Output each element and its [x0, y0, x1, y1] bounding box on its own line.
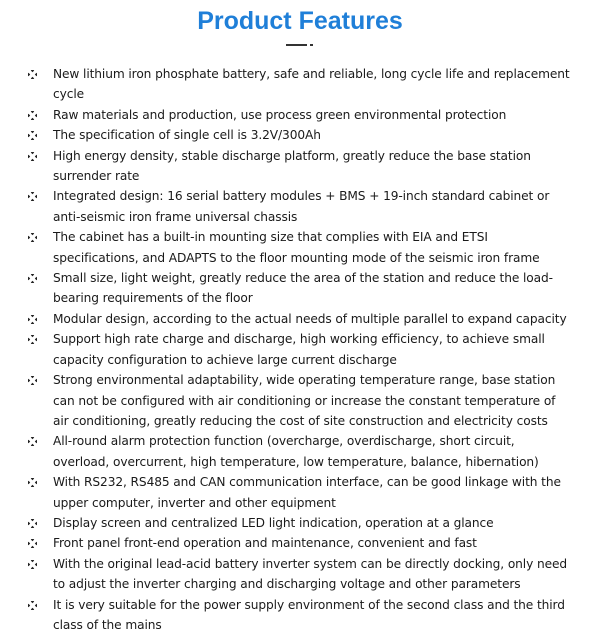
feature-item: [0, 125, 600, 145]
diamond-bullet-icon: [28, 274, 37, 283]
feature-text: With the original lead-acid battery inverter system can be directly docking, only need to adjust the inverter charging and discharging voltage and other parameters: [53, 556, 568, 592]
diamond-bullet-icon: [28, 601, 37, 610]
feature-text: Raw materials and production, use process green environmental protection: [53, 107, 507, 122]
feature-item: [0, 186, 600, 227]
feature-text: Support high rate charge and discharge, high working efficiency, to achieve small capacity configuration to achieve large current discharge: [53, 332, 545, 367]
feature-text: All-round alarm protection function (overcharge, overdischarge, short circuit, overload, overcurrent, high temperature, low temperature, balance, hibernation): [53, 434, 539, 469]
feature-item: [0, 513, 600, 533]
feature-item: [0, 309, 600, 329]
feature-item: [0, 431, 600, 472]
diamond-bullet-icon: [28, 335, 37, 344]
feature-text: Integrated design: 16 serial battery modules + BMS + 19-inch standard cabinet or anti-seismic iron frame universal chassis: [53, 189, 550, 224]
feature-text: Front panel front-end operation and maintenance, convenient and fast: [53, 536, 477, 551]
feature-item: [0, 64, 600, 105]
feature-text: It is very suitable for the power supply environment of the second class and the third class of the mains: [53, 597, 565, 632]
title-underline: [286, 44, 307, 46]
diamond-bullet-icon: [28, 437, 37, 446]
feature-text: New lithium iron phosphate battery, safe and reliable, long cycle life and replacement cycle: [53, 67, 570, 102]
feature-item: [0, 533, 600, 553]
diamond-bullet-icon: [28, 478, 37, 487]
feature-text: The specification of single cell is 3.2V/300Ah: [53, 128, 321, 143]
feature-item: [0, 554, 600, 595]
diamond-bullet-icon: [28, 131, 37, 140]
feature-text: Small size, light weight, greatly reduce the area of the station and reduce the load-bearing requirements of the floor: [53, 271, 553, 306]
feature-item: [0, 146, 600, 187]
feature-list: [0, 64, 600, 635]
diamond-bullet-icon: [28, 233, 37, 242]
diamond-bullet-icon: [28, 70, 37, 79]
feature-text: Display screen and centralized LED light indication, operation at a glance: [53, 515, 494, 530]
diamond-bullet-icon: [28, 111, 37, 120]
feature-item: [0, 370, 600, 431]
diamond-bullet-icon: [28, 152, 37, 161]
feature-item: [0, 472, 600, 513]
feature-item: [0, 595, 600, 635]
diamond-bullet-icon: [28, 519, 37, 528]
feature-text: The cabinet has a built-in mounting size that complies with EIA and ETSI specifications, and ADAPTS to the floor mounting mode of the seismic iron frame: [53, 230, 540, 265]
page-title: Product Features: [197, 7, 403, 35]
feature-item: [0, 105, 600, 125]
feature-text: Modular design, according to the actual needs of multiple parallel to expand capacity: [53, 311, 567, 326]
diamond-bullet-icon: [28, 192, 37, 201]
feature-text: Strong environmental adaptability, wide operating temperature range, base station can not be configured with air conditioning or increase the constant temperature of air conditioning, greatly reducing the cost of site construction and electricity costs: [53, 373, 556, 428]
feature-item: [0, 268, 600, 309]
diamond-bullet-icon: [28, 539, 37, 548]
diamond-bullet-icon: [28, 315, 37, 324]
feature-item: [0, 329, 600, 370]
diamond-bullet-icon: [28, 376, 37, 385]
diamond-bullet-icon: [28, 560, 37, 569]
feature-item: [0, 227, 600, 268]
feature-text: High energy density, stable discharge platform, greatly reduce the base station surrender rate: [53, 148, 531, 184]
feature-text: With RS232, RS485 and CAN communication interface, can be good linkage with the upper computer, inverter and other equipment: [53, 475, 561, 510]
title-underline-dot: [310, 44, 313, 46]
